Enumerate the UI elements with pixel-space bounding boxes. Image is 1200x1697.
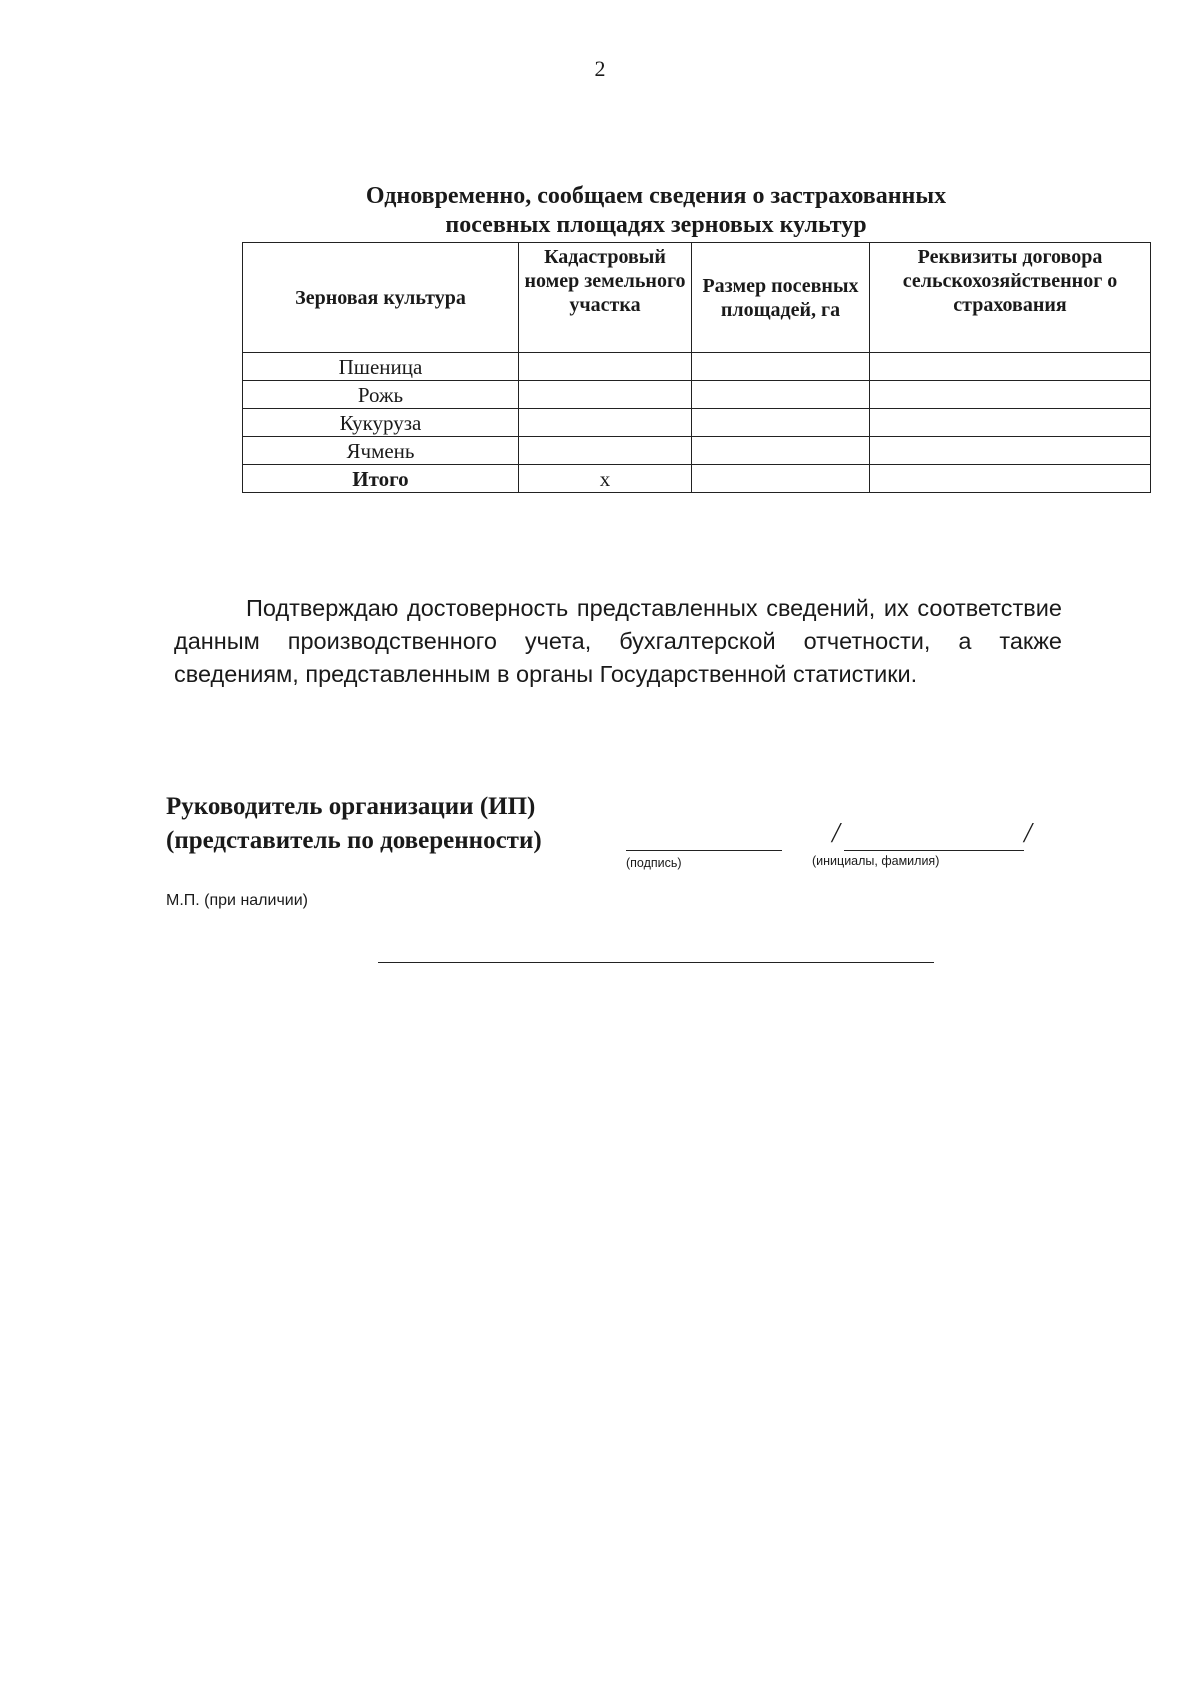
cell-total-cadastral: х <box>519 465 692 493</box>
table-row <box>243 437 1151 465</box>
table-title-line-1: Одновременно, сообщаем сведения о застрахованных <box>365 183 947 209</box>
table-row <box>243 381 1151 409</box>
cell-crop: Кукуруза <box>243 409 519 437</box>
cell-area <box>692 437 870 465</box>
cell-contract <box>870 353 1151 381</box>
cell-total-label: Итого <box>243 465 519 493</box>
name-caption: (инициалы, фамилия) <box>812 854 940 868</box>
cell-cadastral <box>519 409 692 437</box>
table-title <box>222 182 1090 240</box>
cell-crop: Пшеница <box>243 353 519 381</box>
table-title-line-2: посевных площадях зерновых культур <box>445 212 867 238</box>
cell-contract <box>870 437 1151 465</box>
cell-cadastral <box>519 381 692 409</box>
header-cadastral-number: Кадастровый номер земельного участка <box>519 243 692 353</box>
signature-caption: (подпись) <box>626 856 682 870</box>
cell-area <box>692 409 870 437</box>
cell-cadastral <box>519 437 692 465</box>
confirmation-paragraph: Подтверждаю достоверность представленных сведений, их соответствие данным производственного учета, бухгалтерской отчетности, а также сведениям, представленным в органы Государственной статистики. <box>174 595 1062 687</box>
cell-contract <box>870 381 1151 409</box>
table-row <box>243 409 1151 437</box>
name-slash-right: / <box>1024 818 1032 849</box>
signatory-role-line-2: (представитель по доверенности) <box>166 827 542 854</box>
header-sown-area: Размер посевных площадей, га <box>692 243 870 353</box>
signature-line <box>626 850 782 851</box>
cell-area <box>692 353 870 381</box>
table-row <box>243 353 1151 381</box>
signatory-role-line-1: Руководитель организации (ИП) <box>166 793 536 820</box>
cell-area <box>692 381 870 409</box>
cell-total-area <box>692 465 870 493</box>
header-insurance-contract: Реквизиты договора сельскохозяйственног о страхования <box>870 243 1151 353</box>
name-slash-left: / <box>832 818 840 849</box>
insured-crops-table <box>242 242 1151 493</box>
cell-total-contract <box>870 465 1151 493</box>
cell-crop: Ячмень <box>243 437 519 465</box>
cell-contract <box>870 409 1151 437</box>
stamp-label: М.П. (при наличии) <box>166 892 308 909</box>
table-header-row <box>243 243 1151 353</box>
cell-crop: Рожь <box>243 381 519 409</box>
name-line <box>844 850 1024 851</box>
table-total-row <box>243 465 1151 493</box>
header-crop: Зерновая культура <box>243 243 519 353</box>
cell-cadastral <box>519 353 692 381</box>
signatory-role <box>166 790 542 858</box>
page-number: 2 <box>594 56 606 81</box>
document-end-line <box>378 962 934 963</box>
